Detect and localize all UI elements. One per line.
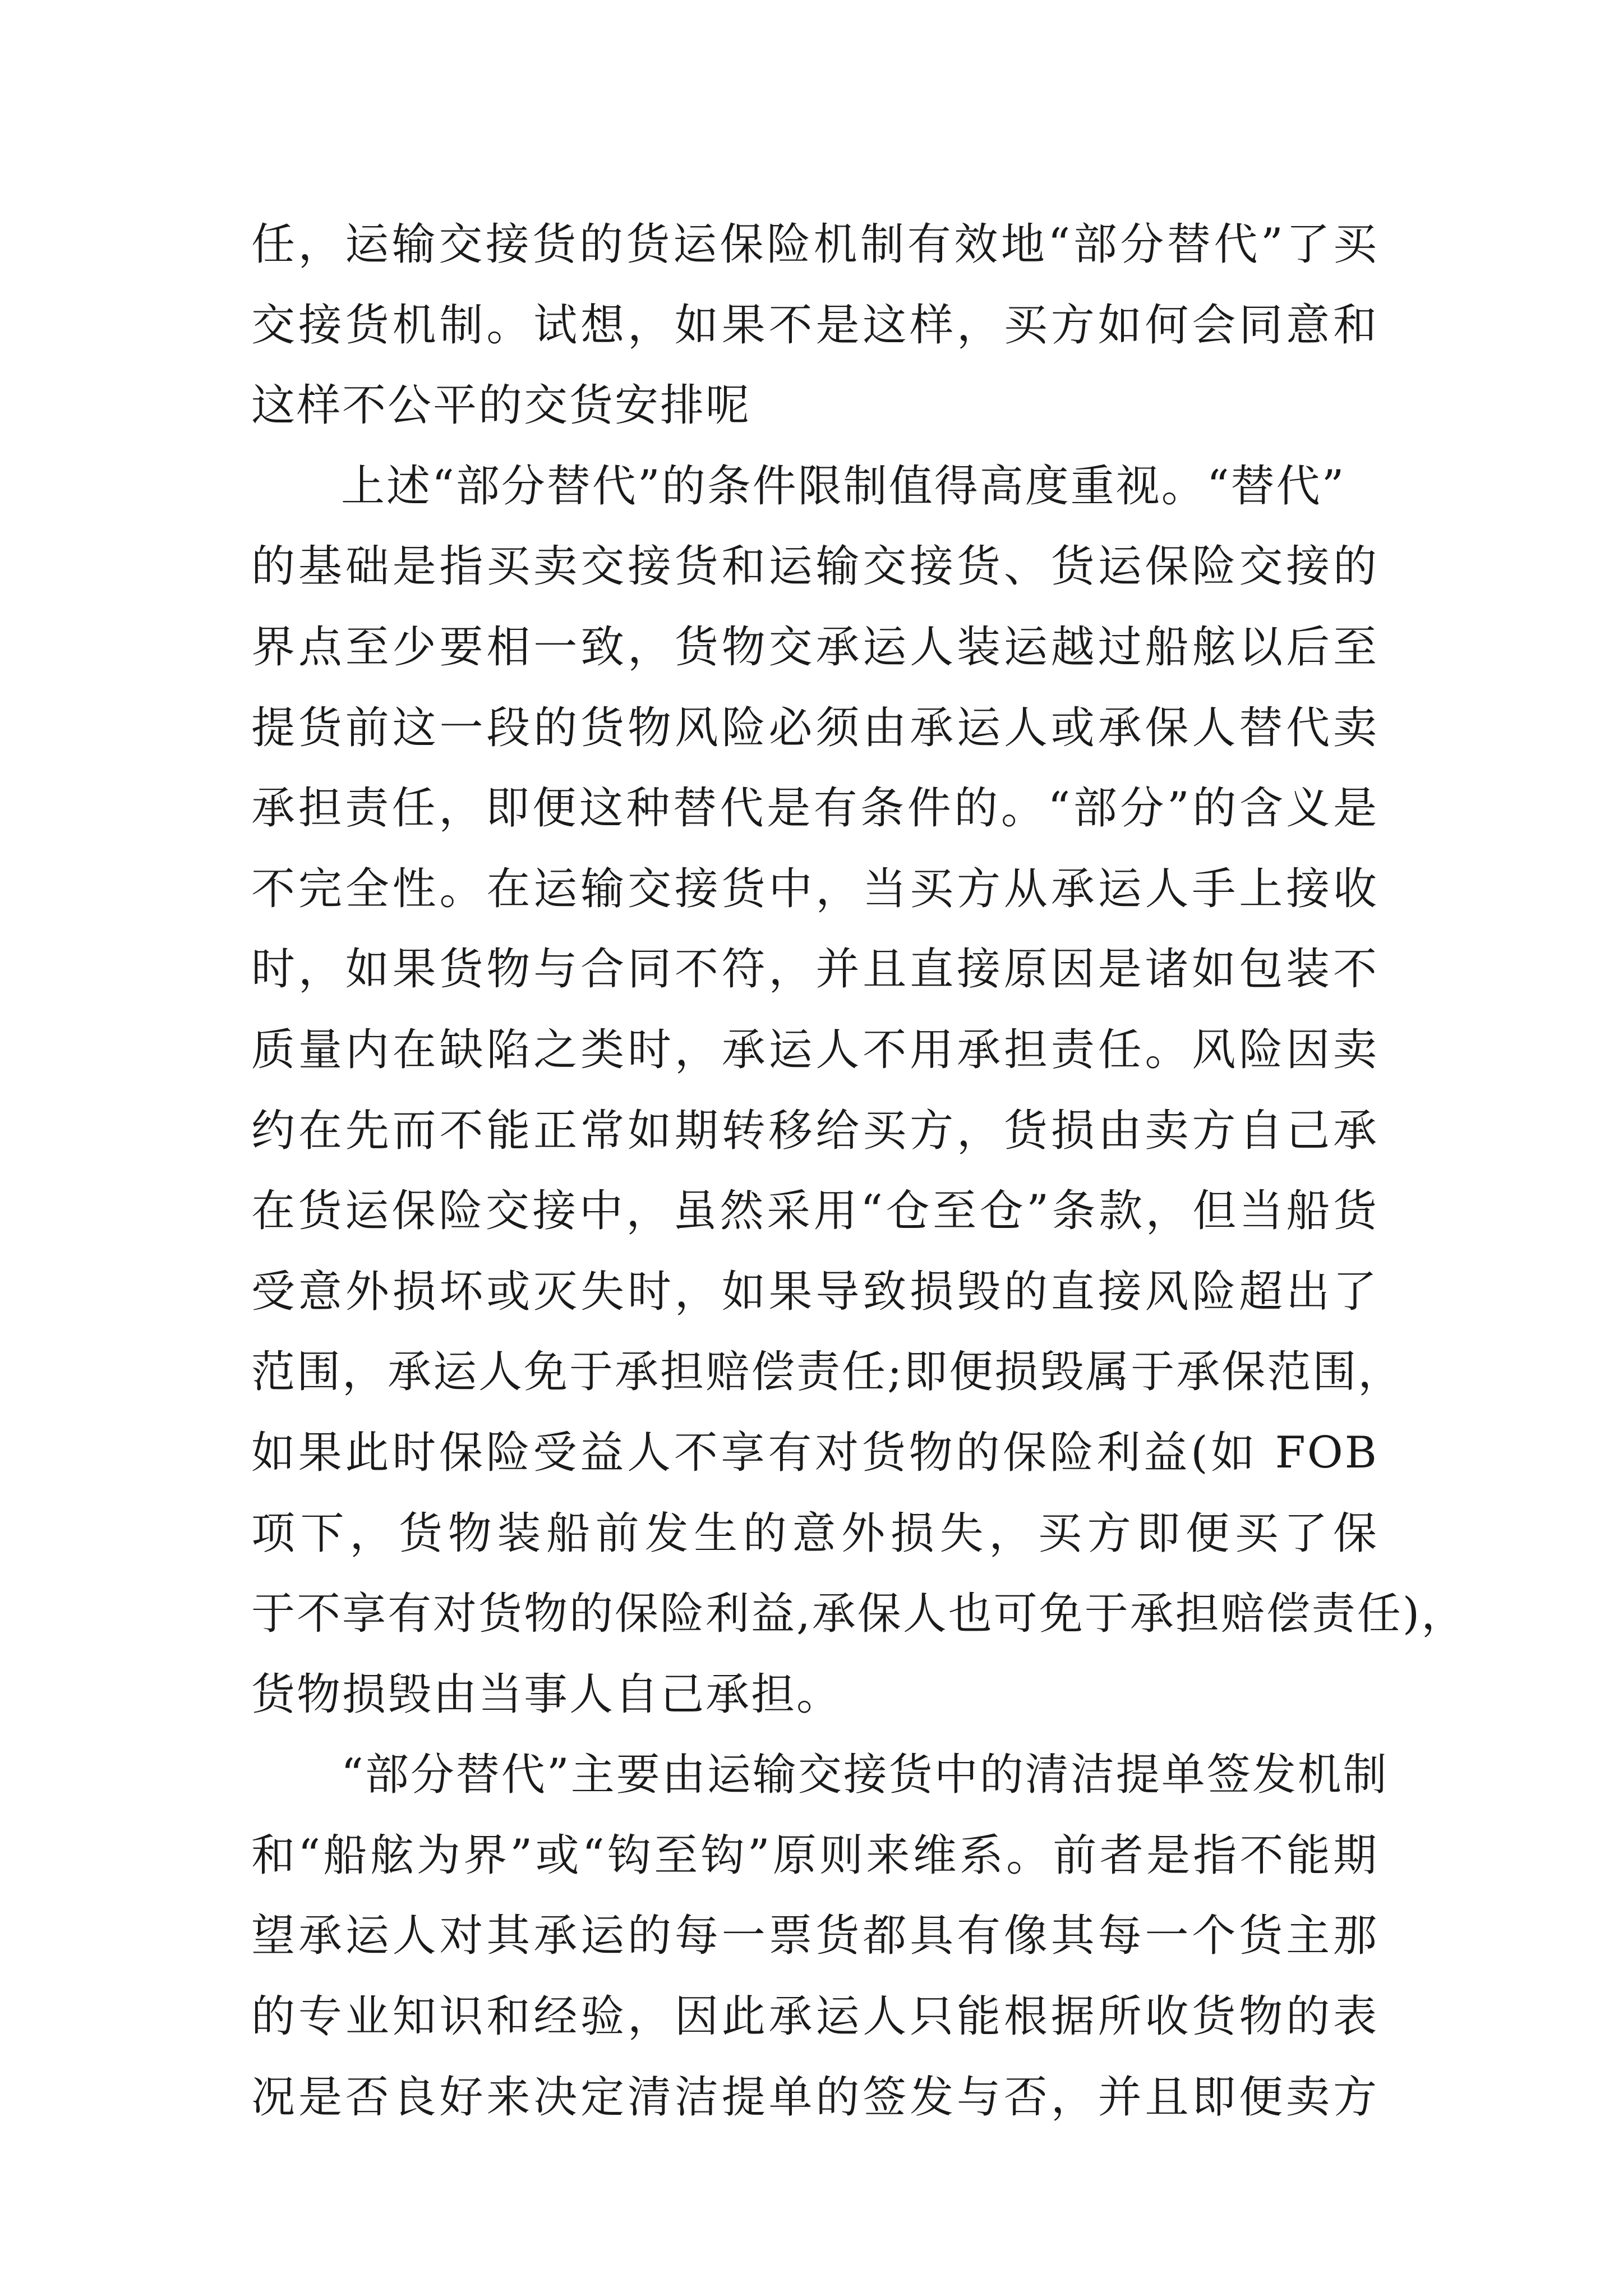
paragraph-first-line: 上述“部分替代”的条件限制值得高度重视。“替代” xyxy=(341,461,1346,512)
text-line: 时，如果货物与合同不符，并且直接原因是诸如包装不 xyxy=(251,944,1378,995)
text-line: 于不享有对货物的保险利益,承保人也可免于承担赔偿责任)， xyxy=(251,1589,1467,1640)
text-line: 在货运保险交接中，虽然采用“仓至仓”条款，但当船货 xyxy=(251,1186,1378,1237)
text-line: 受意外损坏或灭失时，如果导致损毁的直接风险超出了 xyxy=(251,1266,1378,1317)
text-line: 界点至少要相一致，货物交承运人装运越过船舷以后至 xyxy=(251,622,1378,673)
text-line: 任，运输交接货的货运保险机制有效地“部分替代”了买 xyxy=(251,219,1378,270)
text-line: 项下，货物装船前发生的意外损失，买方即便买了保 xyxy=(251,1508,1378,1559)
text-line: 望承运人对其承运的每一票货都具有像其每一个货主那 xyxy=(251,1911,1378,1962)
text-line: 约在先而不能正常如期转移给买方，货损由卖方自己承 xyxy=(251,1105,1378,1156)
text-line: 的专业知识和经验，因此承运人只能根据所收货物的表 xyxy=(251,1991,1378,2042)
text-line: 和“船舷为界”或“钩至钩”原则来维系。前者是指不能期 xyxy=(251,1830,1378,1881)
text-line: 如果此时保险受益人不享有对货物的保险利益(如 FOB xyxy=(251,1427,1378,1478)
text-line: 质量内在缺陷之类时，承运人不用承担责任。风险因卖 xyxy=(251,1024,1378,1075)
text-line: 不完全性。在运输交接货中，当买方从承运人手上接收 xyxy=(251,863,1378,914)
text-line: 货物损毁由当事人自己承担。 xyxy=(251,1669,842,1720)
text-line: 范围，承运人免于承担赔偿责任;即便损毁属于承保范围， xyxy=(251,1347,1404,1398)
body-text xyxy=(251,205,1467,2138)
text-line: 承担责任，即便这种替代是有条件的。“部分”的含义是 xyxy=(251,783,1378,834)
text-line: 的基础是指买卖交接货和运输交接货、货运保险交接的 xyxy=(251,541,1378,592)
text-line: 交接货机制。试想，如果不是这样，买方如何会同意和 xyxy=(251,300,1378,351)
text-line: 况是否良好来决定清洁提单的签发与否，并且即便卖方 xyxy=(251,2072,1378,2123)
paragraph-first-line: “部分替代”主要由运输交接货中的清洁提单签发机制 xyxy=(341,1750,1389,1801)
text-line: 提货前这一段的货物风险必须由承运人或承保人替代卖 xyxy=(251,702,1378,753)
text-line: 这样不公平的交货安排呢 xyxy=(251,380,751,431)
